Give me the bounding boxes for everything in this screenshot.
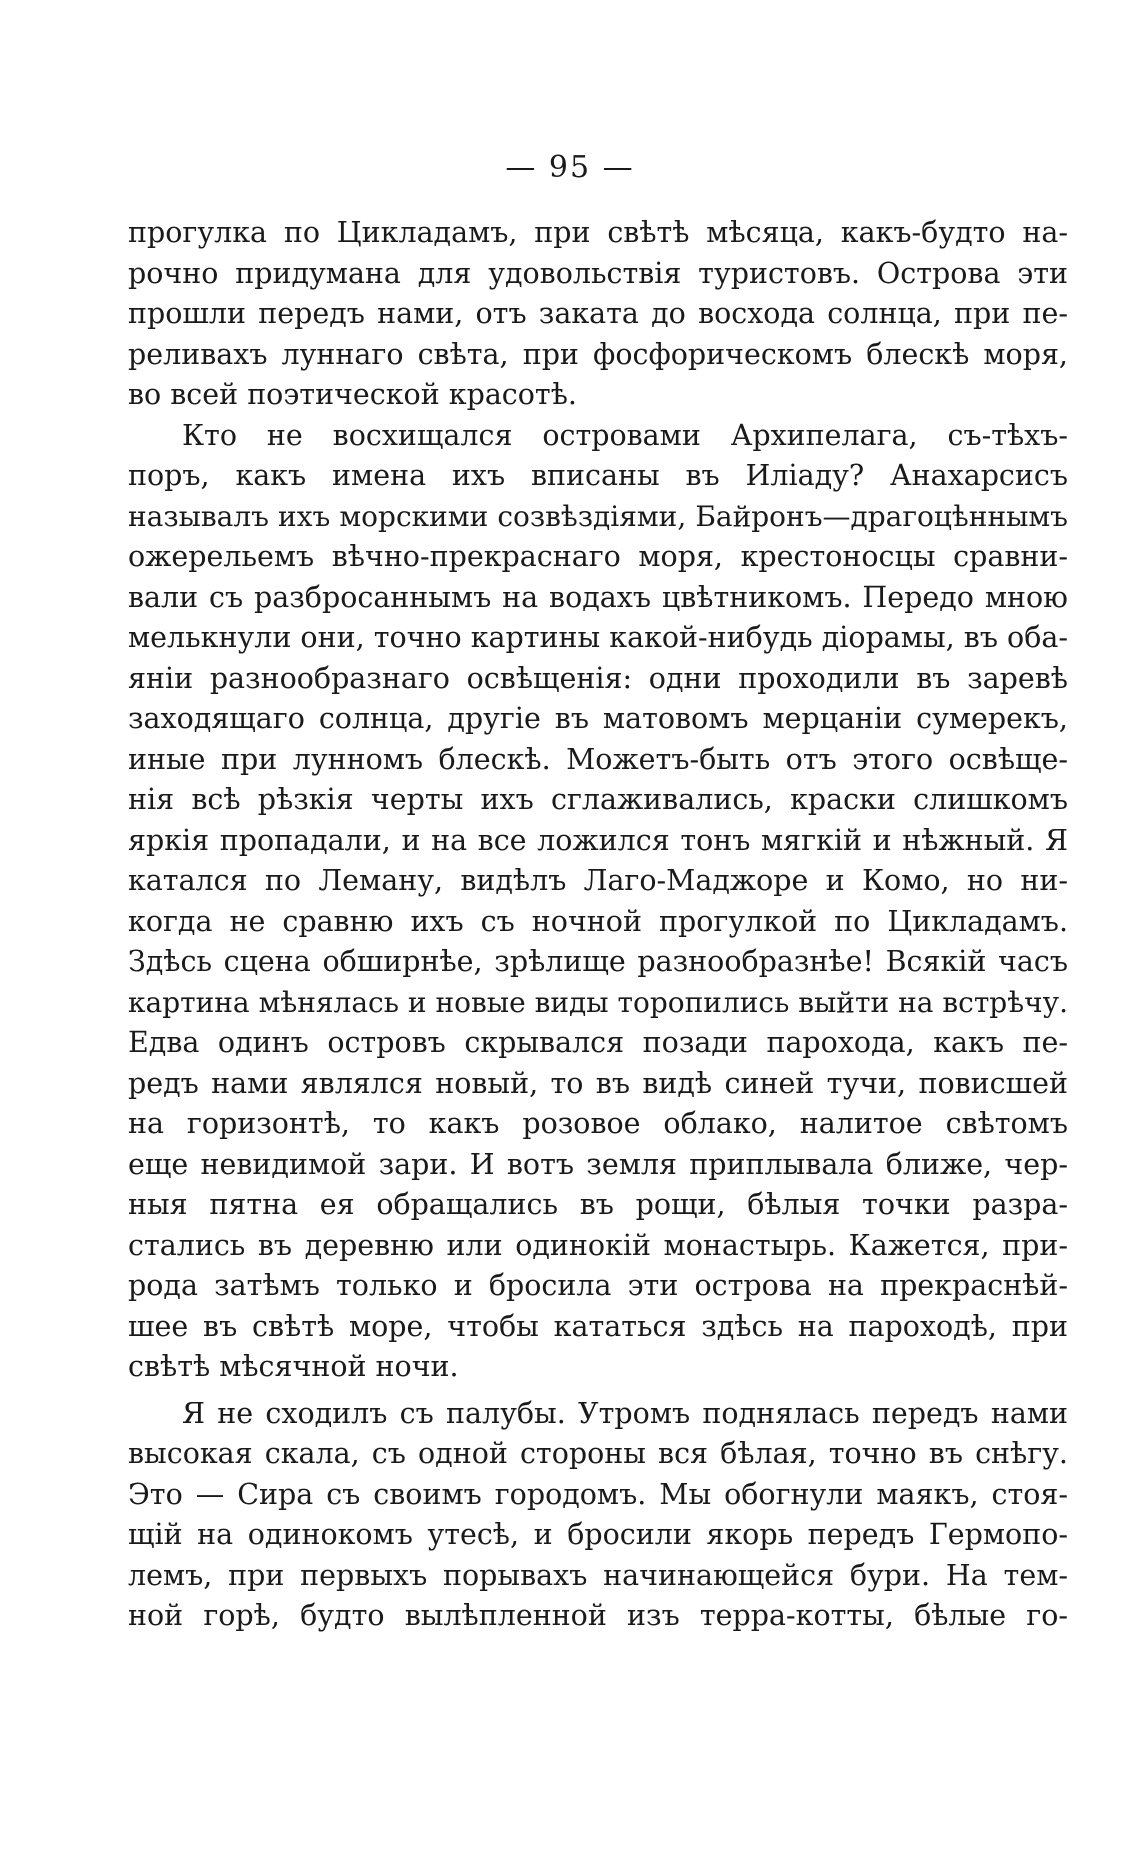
paragraph-1 [128, 213, 1068, 416]
text-line: щій на одинокомъ утесѣ, и бросили якорь передъ Гермопо- [128, 1518, 1068, 1551]
text-line: на горизонтѣ, то какъ розовое облако, налитое свѣтомъ [128, 1107, 1068, 1140]
text-line: катался по Леману, видѣлъ Лаго-Маджоре и Комо, но ни- [128, 864, 1068, 897]
text-line: поръ, какъ имена ихъ вписаны въ Иліаду? Анахарсисъ [128, 459, 1068, 492]
text-line: еще невидимой зари. И вотъ земля приплывала ближе, чер- [128, 1147, 1068, 1181]
paragraph-3 [128, 1394, 1068, 1637]
text-line: Я не сходилъ съ палубы. Утромъ поднялась передъ нами [182, 1396, 1068, 1430]
text-line: рочно придумана для удовольствія туристовъ. Острова эти [128, 256, 1068, 290]
text-line: высокая скала, съ одной стороны вся бѣлая, точно въ снѣгу. [128, 1437, 1068, 1470]
text-line: вали съ разбросаннымъ на водахъ цвѣтникомъ. Передо мною [128, 580, 1068, 614]
text-line: во всей поэтической красотѣ. [128, 378, 577, 411]
text-line: иные при лунномъ блескѣ. Можетъ-быть отъ этого освѣще- [128, 742, 1068, 776]
page-number: — 95 — [505, 150, 635, 185]
text-line: редъ нами являлся новый, то въ видѣ синей тучи, повисшей [128, 1066, 1068, 1100]
text-line: яніи разнообразнаго освѣщенія: одни проходили въ заревѣ [128, 661, 1068, 695]
page-text [128, 213, 1068, 1637]
text-line: Это — Сира съ своимъ городомъ. Мы обогнули маякъ, стоя- [128, 1477, 1068, 1511]
text-line: яркія пропадали, и на все ложился тонъ мягкій и нѣжный. Я [128, 823, 1068, 857]
text-line: свѣтѣ мѣсячной ночи. [128, 1350, 459, 1383]
text-line: заходящаго солнца, другіе въ матовомъ мерцаніи сумерекъ, [128, 702, 1068, 735]
text-line: шее въ свѣтѣ море, чтобы кататься здѣсь на пароходѣ, при [128, 1309, 1068, 1343]
text-line: Кто не восхищался островами Архипелага, съ-тѣхъ- [182, 418, 1068, 452]
text-line: называлъ ихъ морскими созвѣздіями, Байронъ—драгоцѣннымъ [128, 499, 1068, 533]
text-line: Едва одинъ островъ скрывался позади парохода, какъ пе- [128, 1026, 1068, 1059]
paragraph-2 [128, 416, 1068, 1388]
text-line: ной горѣ, будто вылѣпленной изъ терра-котты, бѣлые го- [128, 1599, 1068, 1632]
text-line: Здѣсь сцена обширнѣе, зрѣлище разнообразнѣе! Всякій часъ [128, 945, 1068, 978]
text-line: картина мѣнялась и новые виды торопились выйти на встрѣчу. [128, 985, 1068, 1019]
text-line: стались въ деревню или одинокій монастырь. Кажется, при- [128, 1228, 1068, 1262]
text-line: прошли передъ нами, отъ заката до восхода солнца, при пе- [128, 297, 1068, 330]
text-line: рода затѣмъ только и бросила эти острова на прекраснѣй- [128, 1269, 1068, 1302]
text-line: ожерельемъ вѣчно-прекраснаго моря, крестоносцы сравни- [128, 540, 1068, 573]
text-line: мелькнули они, точно картины какой-нибудь діорамы, въ оба- [128, 621, 1068, 654]
text-line: когда не сравню ихъ съ ночной прогулкой по Цикладамъ. [128, 904, 1068, 938]
text-line: нія всѣ рѣзкія черты ихъ сглаживались, краски слишкомъ [128, 783, 1068, 816]
text-line: ныя пятна ея обращались въ рощи, бѣлыя точки разра- [128, 1188, 1068, 1221]
text-line: лемъ, при первыхъ порывахъ начинающейся бури. На тем- [128, 1558, 1068, 1592]
text-line: прогулка по Цикладамъ, при свѣтѣ мѣсяца, какъ-будто на- [128, 216, 1068, 249]
text-line: реливахъ луннаго свѣта, при фосфорическомъ блескѣ моря, [128, 337, 1068, 371]
